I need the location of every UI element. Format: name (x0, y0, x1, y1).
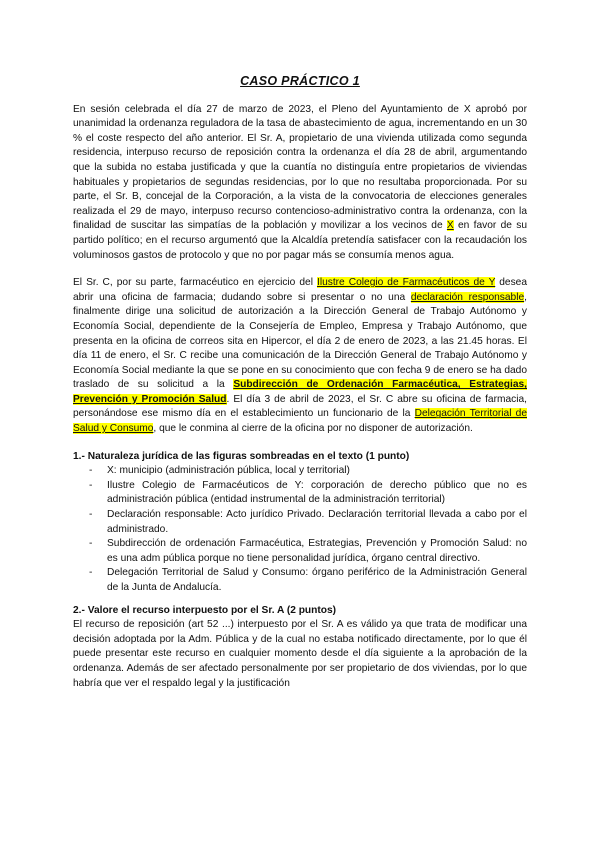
paragraph-text: El Sr. C, por su parte, farmacéutico en ejercicio del (73, 277, 317, 289)
paragraph-text: En sesión celebrada el día 27 de marzo de 2023, el Pleno del Ayuntamiento de X aprobó por unanimidad la ordenanza reguladora de la tasa de abastecimiento de agua, incrementando en un 30 % el coste respecto del año anterior. El Sr. A, propietario de una vivienda utilizada como segunda residencia, interpuso recurso de reposición contra la ordenanza el día 28 de abril, argumentando que la subida no estaba justificada y que la cuantía no distinguía entre propietarios de viviendas habituales y propietarios de segundas residencias, por lo que no resultaba proporcionada. Por su parte, el Sr. B, concejal de la Corporación, a la vista de la convocatoria de elecciones generales realizada el 29 de mayo, interpuso recurso contencioso-administrativo contra la ordenanza, con la finalidad de suscitar las simpatías de la población y movilizar a los vecinos de (73, 103, 527, 232)
paragraph-case-facts-2 (73, 276, 527, 437)
question-2-answer: El recurso de reposición (art 52 ...) interpuesto por el Sr. A es válido ya que trata de modificar una decisión adoptada por la Adm. Pública y de la cual no estaba notificado directamente, por lo que él puede presentar este recurso en cualquier momento desde el día siguiente a la aprobación de la ordenanza. Además de ser afectado personalmente por ser propietario de dos viviendas, por lo que habría que ver el respaldo legal y la justificación (73, 619, 527, 689)
list-item: - X: municipio (administración pública, local y territorial) (89, 464, 527, 479)
list-item: - Delegación Territorial de Salud y Consumo: órgano periférico de la Administración General de la Junta de Andalucía. (89, 566, 527, 595)
highlight-delegacion-territorial: Delegación Territorial de Salud y Consumo (73, 408, 527, 435)
highlight-declaracion-responsable: declaración responsable (410, 291, 525, 303)
paragraph-case-facts-1 (73, 103, 527, 264)
question-2-heading: 2.- Valore el recurso interpuesto por el Sr. A (2 puntos) (73, 604, 337, 616)
paragraph-text: , finalmente dirige una solicitud de autorización a la Dirección General de Trabajo Autónomo y Economía Social, dependiente de la Consejería de Empleo, Empresa y Trabajo Autónomo, que presenta en la oficina de correos sita en Hipercor, el día 2 de enero de 2023, a las 21.45 horas. El día 11 de enero, el Sr. C recibe una comunicación de la Dirección General de Trabajo Autónomo y Economía Social mediante la que se pone en su conocimiento que con fecha 9 de enero se ha dado traslado de su solicitud a la (73, 291, 527, 391)
paragraph-text: . El día 3 de abril de 2023, el Sr. C abre su oficina de farmacia, personándose ese mismo día en el establecimiento un funcionario de la (73, 393, 527, 420)
list-item: - Declaración responsable: Acto jurídico Privado. Declaración territorial llevada a cabo por el administrado. (89, 508, 527, 537)
list-item: - Subdirección de ordenación Farmacéutica, Estrategias, Prevención y Promoción Salud: no es una adm pública porque no tiene personalidad jurídica, órgano central directivo. (89, 537, 527, 566)
question-1-answer-list (73, 464, 527, 595)
paragraph-text: desea abrir una oficina de farmacia; dudando sobre si presentar o no una (73, 277, 528, 303)
paragraph-text: , que le conmina al cierre de la oficina por no disponer de autorización. (153, 423, 473, 435)
question-1-heading: 1.- Naturaleza jurídica de las figuras sombreadas en el texto (1 punto) (73, 450, 410, 462)
highlight-municipio-x: X (446, 220, 454, 232)
paragraph-text: en favor de su partido político; en el recurso argumentó que la Alcaldía pretendía satisfacer con la recaudación los voluminosos gastos de protocolo y que no por pagar más se consumía menos agua. (73, 220, 527, 261)
list-item: - Ilustre Colegio de Farmacéuticos de Y: corporación de derecho público que no es administración pública (entidad instrumental de la administración territorial) (89, 479, 527, 508)
highlight-subdireccion-ordenacion: Subdirección de Ordenación Farmacéutica, Estrategias, Prevención y Promoción Salud (73, 379, 527, 405)
highlight-colegio-farmaceuticos: Ilustre Colegio de Farmacéuticos de Y (316, 277, 496, 289)
document-title: CASO PRÁCTICO 1 (240, 74, 360, 88)
